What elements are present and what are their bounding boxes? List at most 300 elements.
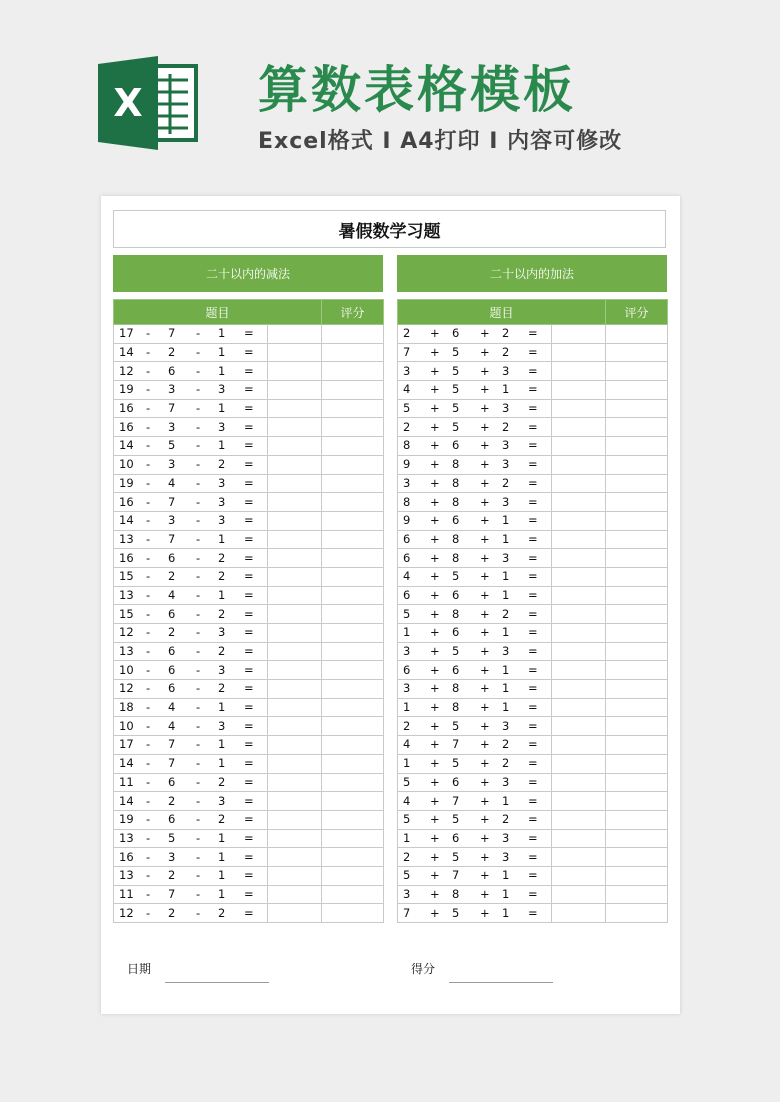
operand: 2 <box>218 905 226 920</box>
table-row <box>398 586 668 605</box>
score-cell[interactable] <box>322 698 384 717</box>
operand: 13 <box>119 531 134 546</box>
score-cell[interactable] <box>322 848 384 867</box>
table-row <box>398 661 668 680</box>
answer-cell[interactable] <box>552 474 606 493</box>
problem-cell <box>398 474 552 493</box>
operand: 1 <box>502 700 510 715</box>
operand: 5 <box>168 438 176 453</box>
score-cell[interactable] <box>606 717 668 736</box>
score-cell[interactable] <box>322 381 384 400</box>
problem-cell <box>114 343 268 362</box>
operator: + <box>480 700 490 715</box>
score-cell[interactable] <box>322 885 384 904</box>
operand: 8 <box>452 886 460 901</box>
operand: 8 <box>452 457 460 472</box>
score-cell[interactable] <box>322 810 384 829</box>
answer-cell[interactable] <box>268 343 322 362</box>
answer-cell[interactable] <box>268 754 322 773</box>
answer-cell[interactable] <box>268 885 322 904</box>
answer-cell[interactable] <box>268 325 322 344</box>
answer-cell[interactable] <box>552 493 606 512</box>
score-cell[interactable] <box>606 343 668 362</box>
operand: 10 <box>119 662 134 677</box>
score-cell[interactable] <box>606 325 668 344</box>
answer-cell[interactable] <box>268 624 322 643</box>
answer-cell[interactable] <box>552 362 606 381</box>
score-cell[interactable] <box>606 381 668 400</box>
operand: 5 <box>168 830 176 845</box>
operator: + <box>480 718 490 733</box>
operand: 8 <box>452 606 460 621</box>
score-input-line[interactable] <box>449 982 553 983</box>
operand: 11 <box>119 774 134 789</box>
answer-cell[interactable] <box>552 511 606 530</box>
operand: 2 <box>218 681 226 696</box>
score-cell[interactable] <box>606 904 668 923</box>
problem-cell <box>398 866 552 885</box>
answer-cell[interactable] <box>268 810 322 829</box>
operator: - <box>196 606 201 621</box>
table-row <box>398 810 668 829</box>
answer-cell[interactable] <box>268 680 322 699</box>
score-cell[interactable] <box>322 624 384 643</box>
operand: 2 <box>218 812 226 827</box>
score-cell[interactable] <box>606 736 668 755</box>
operand: 3 <box>218 475 226 490</box>
answer-cell[interactable] <box>552 848 606 867</box>
answer-cell[interactable] <box>268 567 322 586</box>
answer-cell[interactable] <box>552 642 606 661</box>
operand: 10 <box>119 457 134 472</box>
score-cell[interactable] <box>322 362 384 381</box>
score-cell[interactable] <box>322 325 384 344</box>
answer-cell[interactable] <box>552 754 606 773</box>
operand: 10 <box>119 718 134 733</box>
answer-cell[interactable] <box>552 567 606 586</box>
answer-cell[interactable] <box>268 437 322 456</box>
operator: + <box>430 438 440 453</box>
equals-sign: = <box>528 457 538 472</box>
score-cell[interactable] <box>606 399 668 418</box>
equals-sign: = <box>528 513 538 528</box>
operand: 5 <box>452 756 460 771</box>
score-cell[interactable] <box>606 362 668 381</box>
equals-sign: = <box>244 382 254 397</box>
operand: 3 <box>218 419 226 434</box>
score-cell[interactable] <box>322 437 384 456</box>
answer-cell[interactable] <box>552 829 606 848</box>
operand: 3 <box>218 494 226 509</box>
operand: 8 <box>452 531 460 546</box>
equals-sign: = <box>528 718 538 733</box>
score-cell[interactable] <box>322 455 384 474</box>
score-cell[interactable] <box>322 642 384 661</box>
table-row <box>114 381 384 400</box>
score-cell[interactable] <box>606 810 668 829</box>
answer-cell[interactable] <box>268 549 322 568</box>
score-cell[interactable] <box>606 455 668 474</box>
score-cell[interactable] <box>606 474 668 493</box>
operator: - <box>196 419 201 434</box>
problem-cell <box>398 605 552 624</box>
answer-cell[interactable] <box>552 325 606 344</box>
operand: 3 <box>403 363 411 378</box>
operand: 2 <box>403 849 411 864</box>
operator: - <box>196 345 201 360</box>
equals-sign: = <box>244 513 254 528</box>
operand: 2 <box>502 606 510 621</box>
equals-sign: = <box>244 644 254 659</box>
score-cell[interactable] <box>606 642 668 661</box>
operand: 14 <box>119 345 134 360</box>
operand: 1 <box>403 830 411 845</box>
answer-cell[interactable] <box>268 605 322 624</box>
score-cell[interactable] <box>606 698 668 717</box>
operator: + <box>480 625 490 640</box>
score-cell[interactable] <box>322 605 384 624</box>
score-cell[interactable] <box>322 736 384 755</box>
table-row <box>114 549 384 568</box>
score-cell[interactable] <box>322 717 384 736</box>
operand: 2 <box>502 419 510 434</box>
answer-cell[interactable] <box>552 866 606 885</box>
equals-sign: = <box>244 401 254 416</box>
score-cell[interactable] <box>606 773 668 792</box>
operator: + <box>430 793 440 808</box>
answer-cell[interactable] <box>268 661 322 680</box>
score-cell[interactable] <box>322 549 384 568</box>
operand: 1 <box>218 401 226 416</box>
operand: 4 <box>403 737 411 752</box>
equals-sign: = <box>244 700 254 715</box>
score-cell[interactable] <box>322 829 384 848</box>
operand: 6 <box>168 681 176 696</box>
score-cell[interactable] <box>606 605 668 624</box>
operator: + <box>480 868 490 883</box>
equals-sign: = <box>244 326 254 341</box>
operator: + <box>480 587 490 602</box>
problem-cell <box>114 829 268 848</box>
operand: 13 <box>119 868 134 883</box>
equals-sign: = <box>244 905 254 920</box>
score-cell[interactable] <box>322 418 384 437</box>
problem-cell <box>114 362 268 381</box>
answer-cell[interactable] <box>552 717 606 736</box>
score-cell[interactable] <box>322 399 384 418</box>
table-row <box>114 736 384 755</box>
operand: 6 <box>168 606 176 621</box>
operand: 12 <box>119 363 134 378</box>
operator: + <box>430 531 440 546</box>
answer-cell[interactable] <box>268 698 322 717</box>
operator: - <box>196 718 201 733</box>
operand: 2 <box>168 345 176 360</box>
equals-sign: = <box>528 363 538 378</box>
table-row <box>398 754 668 773</box>
equals-sign: = <box>244 886 254 901</box>
operator: + <box>480 774 490 789</box>
equals-sign: = <box>244 345 254 360</box>
operand: 16 <box>119 550 134 565</box>
operand: 3 <box>502 774 510 789</box>
score-cell[interactable] <box>606 754 668 773</box>
table-row <box>114 586 384 605</box>
score-cell[interactable] <box>606 792 668 811</box>
score-cell[interactable] <box>322 792 384 811</box>
operator: + <box>430 587 440 602</box>
answer-cell[interactable] <box>552 792 606 811</box>
operator: + <box>430 494 440 509</box>
operator: - <box>146 886 151 901</box>
equals-sign: = <box>528 550 538 565</box>
score-cell[interactable] <box>606 885 668 904</box>
score-cell[interactable] <box>322 904 384 923</box>
answer-cell[interactable] <box>552 549 606 568</box>
operand: 4 <box>403 382 411 397</box>
operator: + <box>480 569 490 584</box>
operator: + <box>430 401 440 416</box>
equals-sign: = <box>528 849 538 864</box>
operand: 3 <box>168 849 176 864</box>
operator: - <box>146 774 151 789</box>
score-cell[interactable] <box>606 493 668 512</box>
score-cell[interactable] <box>606 567 668 586</box>
answer-cell[interactable] <box>268 418 322 437</box>
subtraction-section <box>113 255 383 923</box>
problem-cell <box>398 661 552 680</box>
score-cell[interactable] <box>322 754 384 773</box>
score-cell[interactable] <box>606 530 668 549</box>
answer-cell[interactable] <box>268 717 322 736</box>
answer-cell[interactable] <box>552 455 606 474</box>
operator: + <box>480 345 490 360</box>
answer-cell[interactable] <box>268 381 322 400</box>
equals-sign: = <box>528 625 538 640</box>
score-cell[interactable] <box>606 661 668 680</box>
answer-cell[interactable] <box>552 399 606 418</box>
score-cell[interactable] <box>322 773 384 792</box>
problem-cell <box>114 325 268 344</box>
score-cell[interactable] <box>606 848 668 867</box>
answer-cell[interactable] <box>552 624 606 643</box>
score-cell[interactable] <box>606 624 668 643</box>
operand: 19 <box>119 382 134 397</box>
operator: - <box>146 569 151 584</box>
answer-cell[interactable] <box>268 829 322 848</box>
score-cell[interactable] <box>606 866 668 885</box>
score-cell[interactable] <box>322 530 384 549</box>
operand: 4 <box>403 569 411 584</box>
operator: + <box>480 793 490 808</box>
operator: - <box>196 569 201 584</box>
answer-cell[interactable] <box>268 773 322 792</box>
operator: + <box>480 326 490 341</box>
answer-cell[interactable] <box>552 586 606 605</box>
table-row <box>398 848 668 867</box>
table-row <box>114 511 384 530</box>
score-cell[interactable] <box>322 493 384 512</box>
table-row <box>114 885 384 904</box>
table-row <box>398 381 668 400</box>
answer-cell[interactable] <box>552 661 606 680</box>
operand: 3 <box>218 513 226 528</box>
operand: 7 <box>168 326 176 341</box>
answer-cell[interactable] <box>552 698 606 717</box>
operand: 1 <box>218 326 226 341</box>
answer-cell[interactable] <box>268 493 322 512</box>
operand: 5 <box>452 363 460 378</box>
answer-cell[interactable] <box>268 642 322 661</box>
table-row <box>114 530 384 549</box>
operand: 4 <box>168 700 176 715</box>
equals-sign: = <box>244 587 254 602</box>
operand: 7 <box>168 401 176 416</box>
score-cell[interactable] <box>606 437 668 456</box>
operator: - <box>196 587 201 602</box>
answer-cell[interactable] <box>552 381 606 400</box>
date-input-line[interactable] <box>165 982 269 983</box>
answer-cell[interactable] <box>552 437 606 456</box>
operand: 6 <box>403 587 411 602</box>
answer-cell[interactable] <box>552 343 606 362</box>
operand: 1 <box>218 849 226 864</box>
score-cell[interactable] <box>322 343 384 362</box>
answer-cell[interactable] <box>552 605 606 624</box>
problem-cell <box>114 511 268 530</box>
operand: 17 <box>119 737 134 752</box>
table-header-row <box>398 300 668 325</box>
equals-sign: = <box>528 644 538 659</box>
problem-cell <box>398 792 552 811</box>
score-cell[interactable] <box>606 829 668 848</box>
operator: + <box>480 513 490 528</box>
operand: 2 <box>502 737 510 752</box>
problem-column-header: 题目 <box>114 300 322 325</box>
answer-cell[interactable] <box>268 474 322 493</box>
problem-cell <box>398 455 552 474</box>
problem-cell <box>114 866 268 885</box>
score-cell[interactable] <box>322 661 384 680</box>
operand: 18 <box>119 700 134 715</box>
operator: + <box>430 363 440 378</box>
table-row <box>114 829 384 848</box>
answer-cell[interactable] <box>268 848 322 867</box>
operand: 13 <box>119 587 134 602</box>
answer-cell[interactable] <box>552 530 606 549</box>
answer-cell[interactable] <box>268 530 322 549</box>
problem-cell <box>114 904 268 923</box>
operator: - <box>146 830 151 845</box>
answer-cell[interactable] <box>268 455 322 474</box>
equals-sign: = <box>528 756 538 771</box>
score-cell[interactable] <box>322 586 384 605</box>
operator: + <box>430 905 440 920</box>
operand: 3 <box>502 718 510 733</box>
operand: 6 <box>452 830 460 845</box>
operator: + <box>430 625 440 640</box>
score-cell[interactable] <box>606 511 668 530</box>
operand: 7 <box>452 737 460 752</box>
score-cell[interactable] <box>606 586 668 605</box>
score-cell[interactable] <box>322 511 384 530</box>
answer-cell[interactable] <box>268 736 322 755</box>
answer-cell[interactable] <box>552 418 606 437</box>
operator: - <box>146 756 151 771</box>
problem-cell <box>398 680 552 699</box>
score-cell[interactable] <box>322 680 384 699</box>
equals-sign: = <box>528 475 538 490</box>
operator: - <box>196 700 201 715</box>
answer-cell[interactable] <box>268 586 322 605</box>
problem-cell <box>398 829 552 848</box>
table-row <box>114 810 384 829</box>
operand: 5 <box>452 419 460 434</box>
operand: 1 <box>218 363 226 378</box>
answer-cell[interactable] <box>268 866 322 885</box>
operand: 5 <box>403 812 411 827</box>
operand: 5 <box>452 569 460 584</box>
operator: - <box>146 849 151 864</box>
answer-cell[interactable] <box>552 810 606 829</box>
answer-cell[interactable] <box>268 362 322 381</box>
operand: 2 <box>502 345 510 360</box>
operator: + <box>430 345 440 360</box>
operand: 6 <box>168 812 176 827</box>
table-row <box>398 325 668 344</box>
answer-cell[interactable] <box>268 792 322 811</box>
operand: 1 <box>218 531 226 546</box>
operand: 13 <box>119 830 134 845</box>
answer-cell[interactable] <box>552 736 606 755</box>
score-cell[interactable] <box>322 567 384 586</box>
answer-cell[interactable] <box>268 904 322 923</box>
answer-cell[interactable] <box>552 885 606 904</box>
operator: - <box>196 457 201 472</box>
operand: 4 <box>168 718 176 733</box>
score-label: 得分 <box>411 962 436 976</box>
score-cell[interactable] <box>606 549 668 568</box>
operand: 5 <box>452 812 460 827</box>
table-row <box>398 904 668 923</box>
score-cell[interactable] <box>606 680 668 699</box>
answer-cell[interactable] <box>268 511 322 530</box>
score-cell[interactable] <box>606 418 668 437</box>
operand: 3 <box>502 644 510 659</box>
score-cell[interactable] <box>322 474 384 493</box>
operator: + <box>430 475 440 490</box>
answer-cell[interactable] <box>552 680 606 699</box>
operator: + <box>480 812 490 827</box>
operand: 7 <box>168 886 176 901</box>
table-row <box>398 829 668 848</box>
operator: - <box>196 830 201 845</box>
subtraction-section-title: 二十以内的减法 <box>113 255 383 292</box>
answer-cell[interactable] <box>552 904 606 923</box>
operand: 7 <box>168 737 176 752</box>
equals-sign: = <box>528 419 538 434</box>
equals-sign: = <box>244 718 254 733</box>
operator: + <box>430 326 440 341</box>
operator: - <box>196 363 201 378</box>
table-header-row <box>114 300 384 325</box>
equals-sign: = <box>244 625 254 640</box>
operand: 6 <box>452 438 460 453</box>
answer-cell[interactable] <box>268 399 322 418</box>
score-cell[interactable] <box>322 866 384 885</box>
answer-cell[interactable] <box>552 773 606 792</box>
operand: 14 <box>119 513 134 528</box>
